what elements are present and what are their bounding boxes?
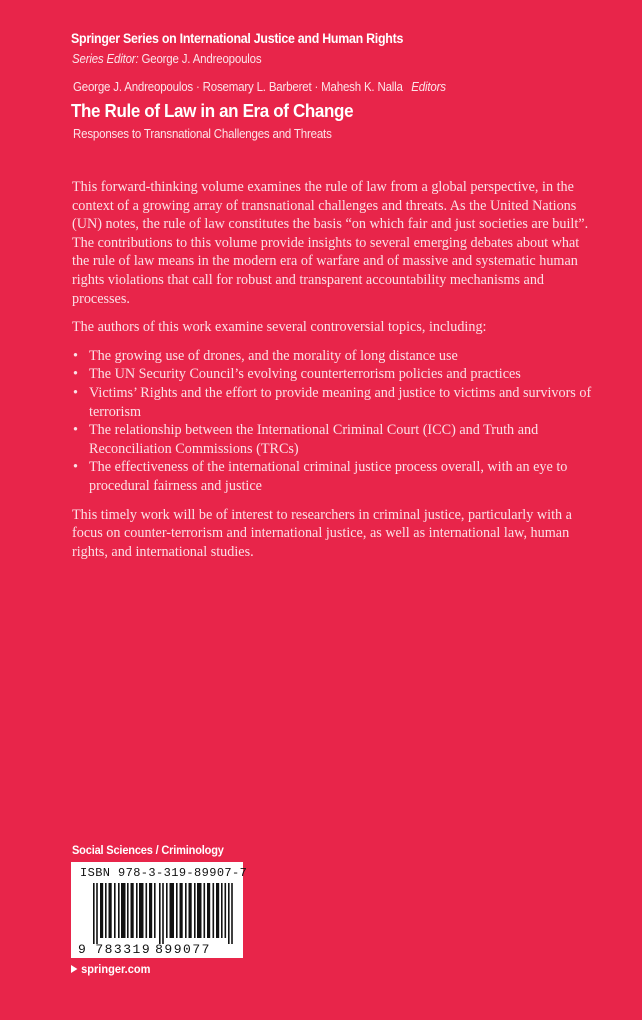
book-title: The Rule of Law in an Era of Change: [71, 100, 354, 121]
barcode-digits: [78, 942, 211, 957]
topics-list: [72, 347, 598, 496]
topic-item: [72, 365, 598, 384]
blurb-paragraph-1: This forward-thinking volume examines the rule of law from a global perspective, in the context of a growing array of transnational challenges and threats. As the United Nations (UN) notes, the rule of law constitutes the basis “on which fair and just societies are built”. The contributions to this volume provide insights to several emerging debates about what the rule of law means in the modern era of warfare and of massive and systematic human rights violations that call for robust and transparent accountability mechanisms and processes.: [72, 179, 589, 307]
isbn-barcode: [71, 862, 248, 958]
bullet-icon: •: [73, 366, 78, 383]
topic-item: [72, 421, 598, 458]
subject-category: Social Sciences / Criminology: [72, 843, 224, 857]
isbn-label: ISBN 978-3-319-89907-7: [80, 866, 248, 880]
play-arrow-icon: [71, 965, 77, 973]
bullet-icon: •: [73, 459, 78, 476]
barcode-bars-icon: [93, 883, 233, 944]
barcode-first-digit: 9: [78, 942, 88, 957]
book-subtitle: Responses to Transnational Challenges and Threats: [73, 127, 332, 141]
topic-text: The growing use of drones, and the morality of long distance use: [89, 347, 458, 364]
bullet-icon: •: [73, 422, 78, 439]
series-editor-label: Series Editor:: [72, 52, 139, 66]
bullet-icon: •: [73, 384, 78, 401]
topic-item: [72, 384, 598, 421]
topic-text: The UN Security Council’s evolving counterterrorism policies and practices: [89, 366, 521, 383]
barcode-group-1: 783319: [95, 942, 152, 957]
topic-text: The effectiveness of the international criminal justice process overall, with an eye to procedural fairness and justice: [89, 459, 568, 494]
blurb-paragraph-3: This timely work will be of interest to researchers in criminal justice, particularly with a focus on counter-terrorism and international justice, as well as international law, human rights, and international studies.: [72, 506, 572, 560]
topic-text: Victims’ Rights and the effort to provide meaning and justice to victims and survivors of terrorism: [89, 384, 592, 420]
editors-line: [73, 80, 446, 94]
blurb-paragraph-2: The authors of this work examine several controversial topics, including:: [72, 319, 487, 336]
topic-item: [72, 347, 598, 366]
topic-text: The relationship between the International Criminal Court (ICC) and Truth and Reconciliation Commissions (TRCs): [89, 422, 539, 457]
series-editor: [72, 52, 261, 66]
barcode-group-2: 899077: [155, 942, 211, 957]
website-text: springer.com: [81, 962, 151, 976]
blurb: [72, 178, 598, 571]
series-title: Springer Series on International Justice and Human Rights: [71, 31, 404, 46]
springer-website-link[interactable]: [71, 962, 150, 976]
editor-names: George J. Andreopoulos · Rosemary L. Barberet · Mahesh K. Nalla: [73, 80, 403, 94]
topic-item: [72, 458, 598, 495]
editors-label: Editors: [411, 80, 446, 94]
bullet-icon: •: [73, 347, 78, 364]
series-editor-name: George J. Andreopoulos: [141, 52, 262, 66]
